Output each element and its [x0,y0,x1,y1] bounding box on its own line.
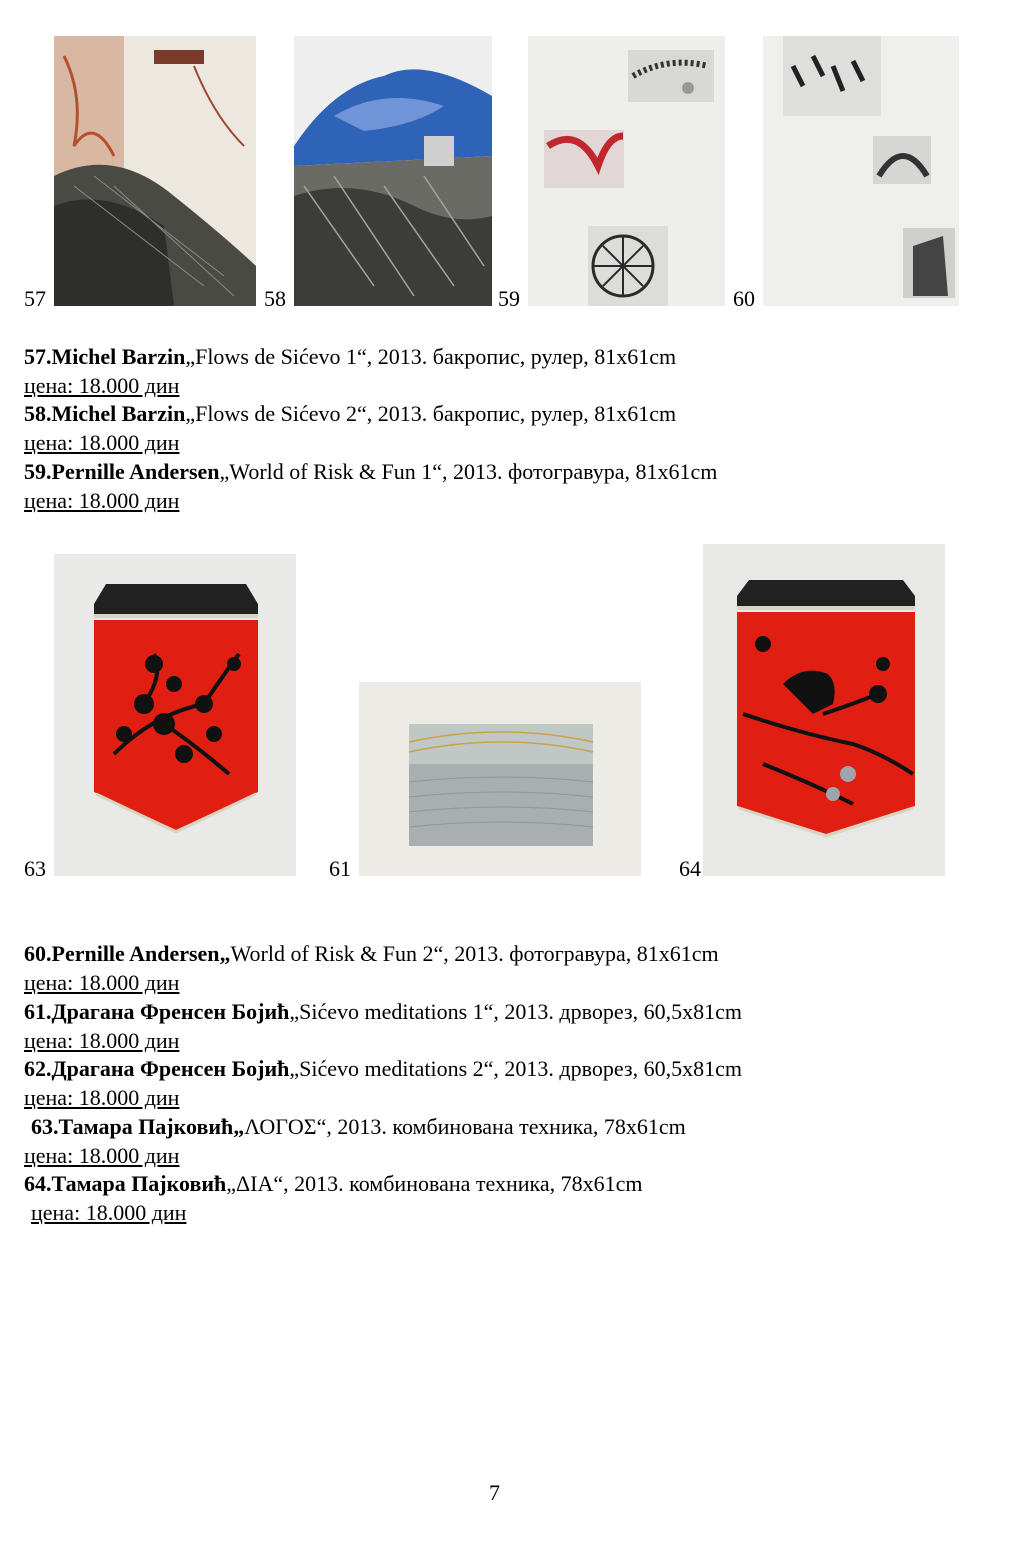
entry-number: 62. [24,1056,52,1081]
entry-description: World of Risk & Fun 2“, 2013. фотогравура, 81x61cm [230,941,719,966]
image-number: 61 [329,856,351,881]
entry-price: цена: 18.000 дин [31,1200,187,1225]
artwork-entry-60 [24,940,719,968]
entry-number: 58. [24,401,52,426]
artwork-entry-62 [24,1055,742,1083]
entry-number: 57. [24,344,52,369]
image-number: 59 [498,286,520,311]
entry-author: Pernille Andersen [51,459,220,484]
entry-price: цена: 18.000 дин [24,430,180,455]
artwork-64-image [703,544,945,876]
page-number: 7 [489,1480,500,1505]
artwork-entry-57 [24,343,676,371]
entry-price: цена: 18.000 дин [24,1028,180,1053]
entry-price: цена: 18.000 дин [24,970,180,995]
artwork-entry-58 [24,400,676,428]
image-number: 64 [679,856,701,881]
entry-author: Michel Barzin [51,401,186,426]
entry-author: Тамара Пајковић„ [58,1114,245,1139]
artwork-entry-63 [31,1113,686,1141]
entry-number: 63. [31,1114,59,1139]
entry-price: цена: 18.000 дин [24,373,180,398]
image-number: 57 [24,286,46,311]
artwork-58-image [294,36,492,306]
entry-number: 60. [24,941,52,966]
artwork-entry-59 [24,458,717,486]
entry-number: 64. [24,1171,52,1196]
entry-number: 61. [24,999,52,1024]
entry-price: цена: 18.000 дин [24,1085,180,1110]
entry-author: Драгана Френсен Бојић [51,999,290,1024]
entry-description: „Flows de Sićevo 2“, 2013. бакропис, рулер, 81x61cm [185,401,677,426]
entry-author: Michel Barzin [51,344,186,369]
entry-price: цена: 18.000 дин [24,488,180,513]
artwork-entry-61 [24,998,742,1026]
entry-price: цена: 18.000 дин [24,1143,180,1168]
entry-description: „Flows de Sićevo 1“, 2013. бакропис, рулер, 81x61cm [185,344,677,369]
entry-description: „World of Risk & Fun 1“, 2013. фотогравура, 81x61cm [219,459,718,484]
entry-description: „ΔΙΑ“, 2013. комбинована техника, 78x61cm [226,1171,643,1196]
artwork-63-image [54,554,296,876]
image-number: 60 [733,286,755,311]
entry-number: 59. [24,459,52,484]
entry-description: ΛΟΓΟΣ“, 2013. комбинована техника, 78x61cm [244,1114,686,1139]
artwork-entry-64 [24,1170,643,1198]
entry-author: Драгана Френсен Бојић [51,1056,290,1081]
entry-author: Pernille Andersen„ [51,941,231,966]
entry-description: „Sićevo meditations 1“, 2013. дрворез, 60,5x81cm [289,999,742,1024]
artwork-59-image [528,36,725,306]
image-number: 63 [24,856,46,881]
entry-author: Тамара Пајковић [51,1171,227,1196]
entry-description: „Sićevo meditations 2“, 2013. дрворез, 60,5x81cm [289,1056,742,1081]
image-number: 58 [264,286,286,311]
artwork-61-image [359,682,641,876]
artwork-60-image [763,36,959,306]
artwork-57-image [54,36,256,306]
